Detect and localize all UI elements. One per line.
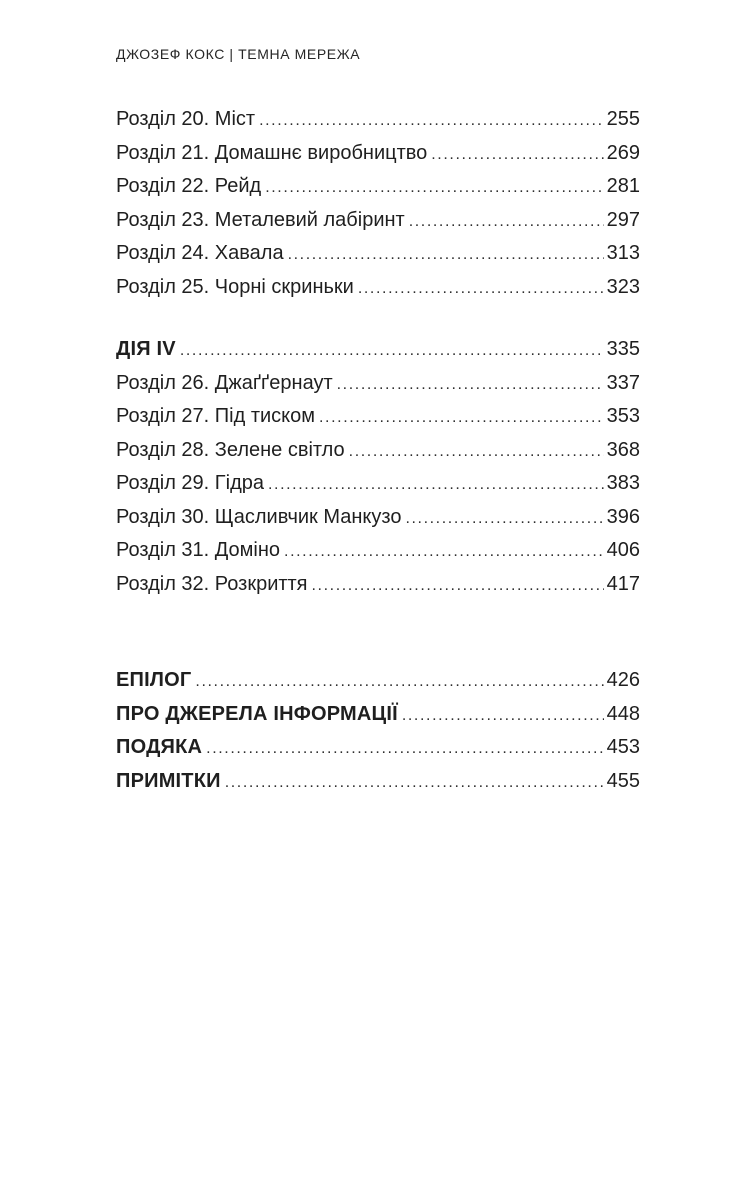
toc-entry-page: 335 <box>606 338 640 360</box>
toc-entry-label: ПРО ДЖЕРЕЛА ІНФОРМАЦІЇ <box>116 702 398 725</box>
toc-entry-page: 406 <box>606 539 640 561</box>
toc-entry-page: 453 <box>606 736 640 758</box>
toc-entry <box>116 242 640 276</box>
table-of-contents <box>116 108 640 803</box>
toc-dot-leader <box>195 669 603 692</box>
toc-entry <box>116 142 640 176</box>
toc-entry <box>116 539 640 573</box>
toc-entry <box>116 669 640 703</box>
toc-entry <box>116 736 640 770</box>
toc-dot-leader <box>431 142 603 165</box>
toc-entry-label: Розділ 22. Рейд <box>116 175 262 197</box>
toc-dot-leader <box>349 439 604 462</box>
toc-entry <box>116 175 640 209</box>
toc-entry-page: 269 <box>606 141 640 164</box>
toc-dot-leader <box>405 506 603 529</box>
toc-entry <box>116 703 640 737</box>
toc-entry <box>116 506 640 540</box>
toc-entry-label: ПРИМІТКИ <box>116 769 221 792</box>
toc-entry-label: Розділ 27. Під тиском <box>116 405 316 427</box>
toc-entry-page: 455 <box>606 769 640 792</box>
toc-dot-leader <box>288 242 604 265</box>
toc-entry <box>116 405 640 439</box>
toc-entry <box>116 472 640 506</box>
toc-dot-leader <box>319 405 604 428</box>
toc-entry <box>116 209 640 243</box>
toc-dot-leader <box>225 770 604 793</box>
toc-dot-leader <box>358 276 604 299</box>
toc-dot-leader <box>206 736 603 759</box>
toc-dot-leader <box>259 108 604 131</box>
toc-entry-label: ЕПІЛОГ <box>116 669 192 691</box>
toc-entry-label: ДІЯ IV <box>116 338 176 360</box>
toc-entry-label: Розділ 32. Розкриття <box>116 572 308 595</box>
toc-entry-label: Розділ 25. Чорні скриньки <box>116 275 354 298</box>
toc-entry <box>116 338 640 372</box>
toc-dot-leader <box>312 573 604 596</box>
toc-entry-label: Розділ 29. Гідра <box>116 472 264 494</box>
running-head: ДЖОЗЕФ КОКС | ТЕМНА МЕРЕЖА <box>116 46 361 62</box>
toc-dot-leader <box>409 209 604 232</box>
toc-group-act4-chapters <box>116 338 640 606</box>
toc-entry-label: Розділ 31. Доміно <box>116 539 281 561</box>
toc-dot-leader <box>284 539 604 562</box>
toc-entry-page: 417 <box>606 572 640 595</box>
toc-dot-leader <box>180 338 604 361</box>
toc-entry-label: Розділ 26. Джаґґернаут <box>116 371 333 394</box>
toc-entry-page: 383 <box>606 472 640 494</box>
toc-dot-leader <box>265 175 603 198</box>
toc-entry <box>116 770 640 804</box>
toc-entry-page: 448 <box>606 702 640 725</box>
toc-entry-page: 281 <box>606 175 640 197</box>
toc-dot-leader <box>337 372 604 395</box>
toc-entry <box>116 439 640 473</box>
toc-entry-label: Розділ 20. Міст <box>116 108 256 130</box>
toc-group-act3-chapters <box>116 108 640 309</box>
toc-entry-label: Розділ 24. Хавала <box>116 242 284 264</box>
toc-entry-page: 255 <box>606 108 640 130</box>
toc-entry <box>116 372 640 406</box>
toc-dot-leader <box>402 703 604 726</box>
toc-entry-page: 396 <box>606 505 640 528</box>
toc-entry-page: 323 <box>606 275 640 298</box>
toc-entry-label: Розділ 28. Зелене світло <box>116 438 345 461</box>
toc-entry-page: 297 <box>606 208 640 231</box>
toc-entry-label: Розділ 23. Металевий лабіринт <box>116 208 405 231</box>
toc-entry-page: 337 <box>606 371 640 394</box>
toc-entry <box>116 573 640 607</box>
toc-entry-page: 353 <box>606 405 640 427</box>
toc-entry-label: Розділ 21. Домашнє виробництво <box>116 141 428 164</box>
toc-entry-page: 368 <box>606 438 640 461</box>
toc-entry-page: 426 <box>606 669 640 691</box>
toc-entry-label: ПОДЯКА <box>116 736 203 758</box>
toc-entry-page: 313 <box>606 242 640 264</box>
toc-entry <box>116 276 640 310</box>
toc-entry-label: Розділ 30. Щасливчик Манкузо <box>116 505 402 528</box>
toc-group-back-matter <box>116 669 640 803</box>
toc-dot-leader <box>268 472 604 495</box>
toc-entry <box>116 108 640 142</box>
